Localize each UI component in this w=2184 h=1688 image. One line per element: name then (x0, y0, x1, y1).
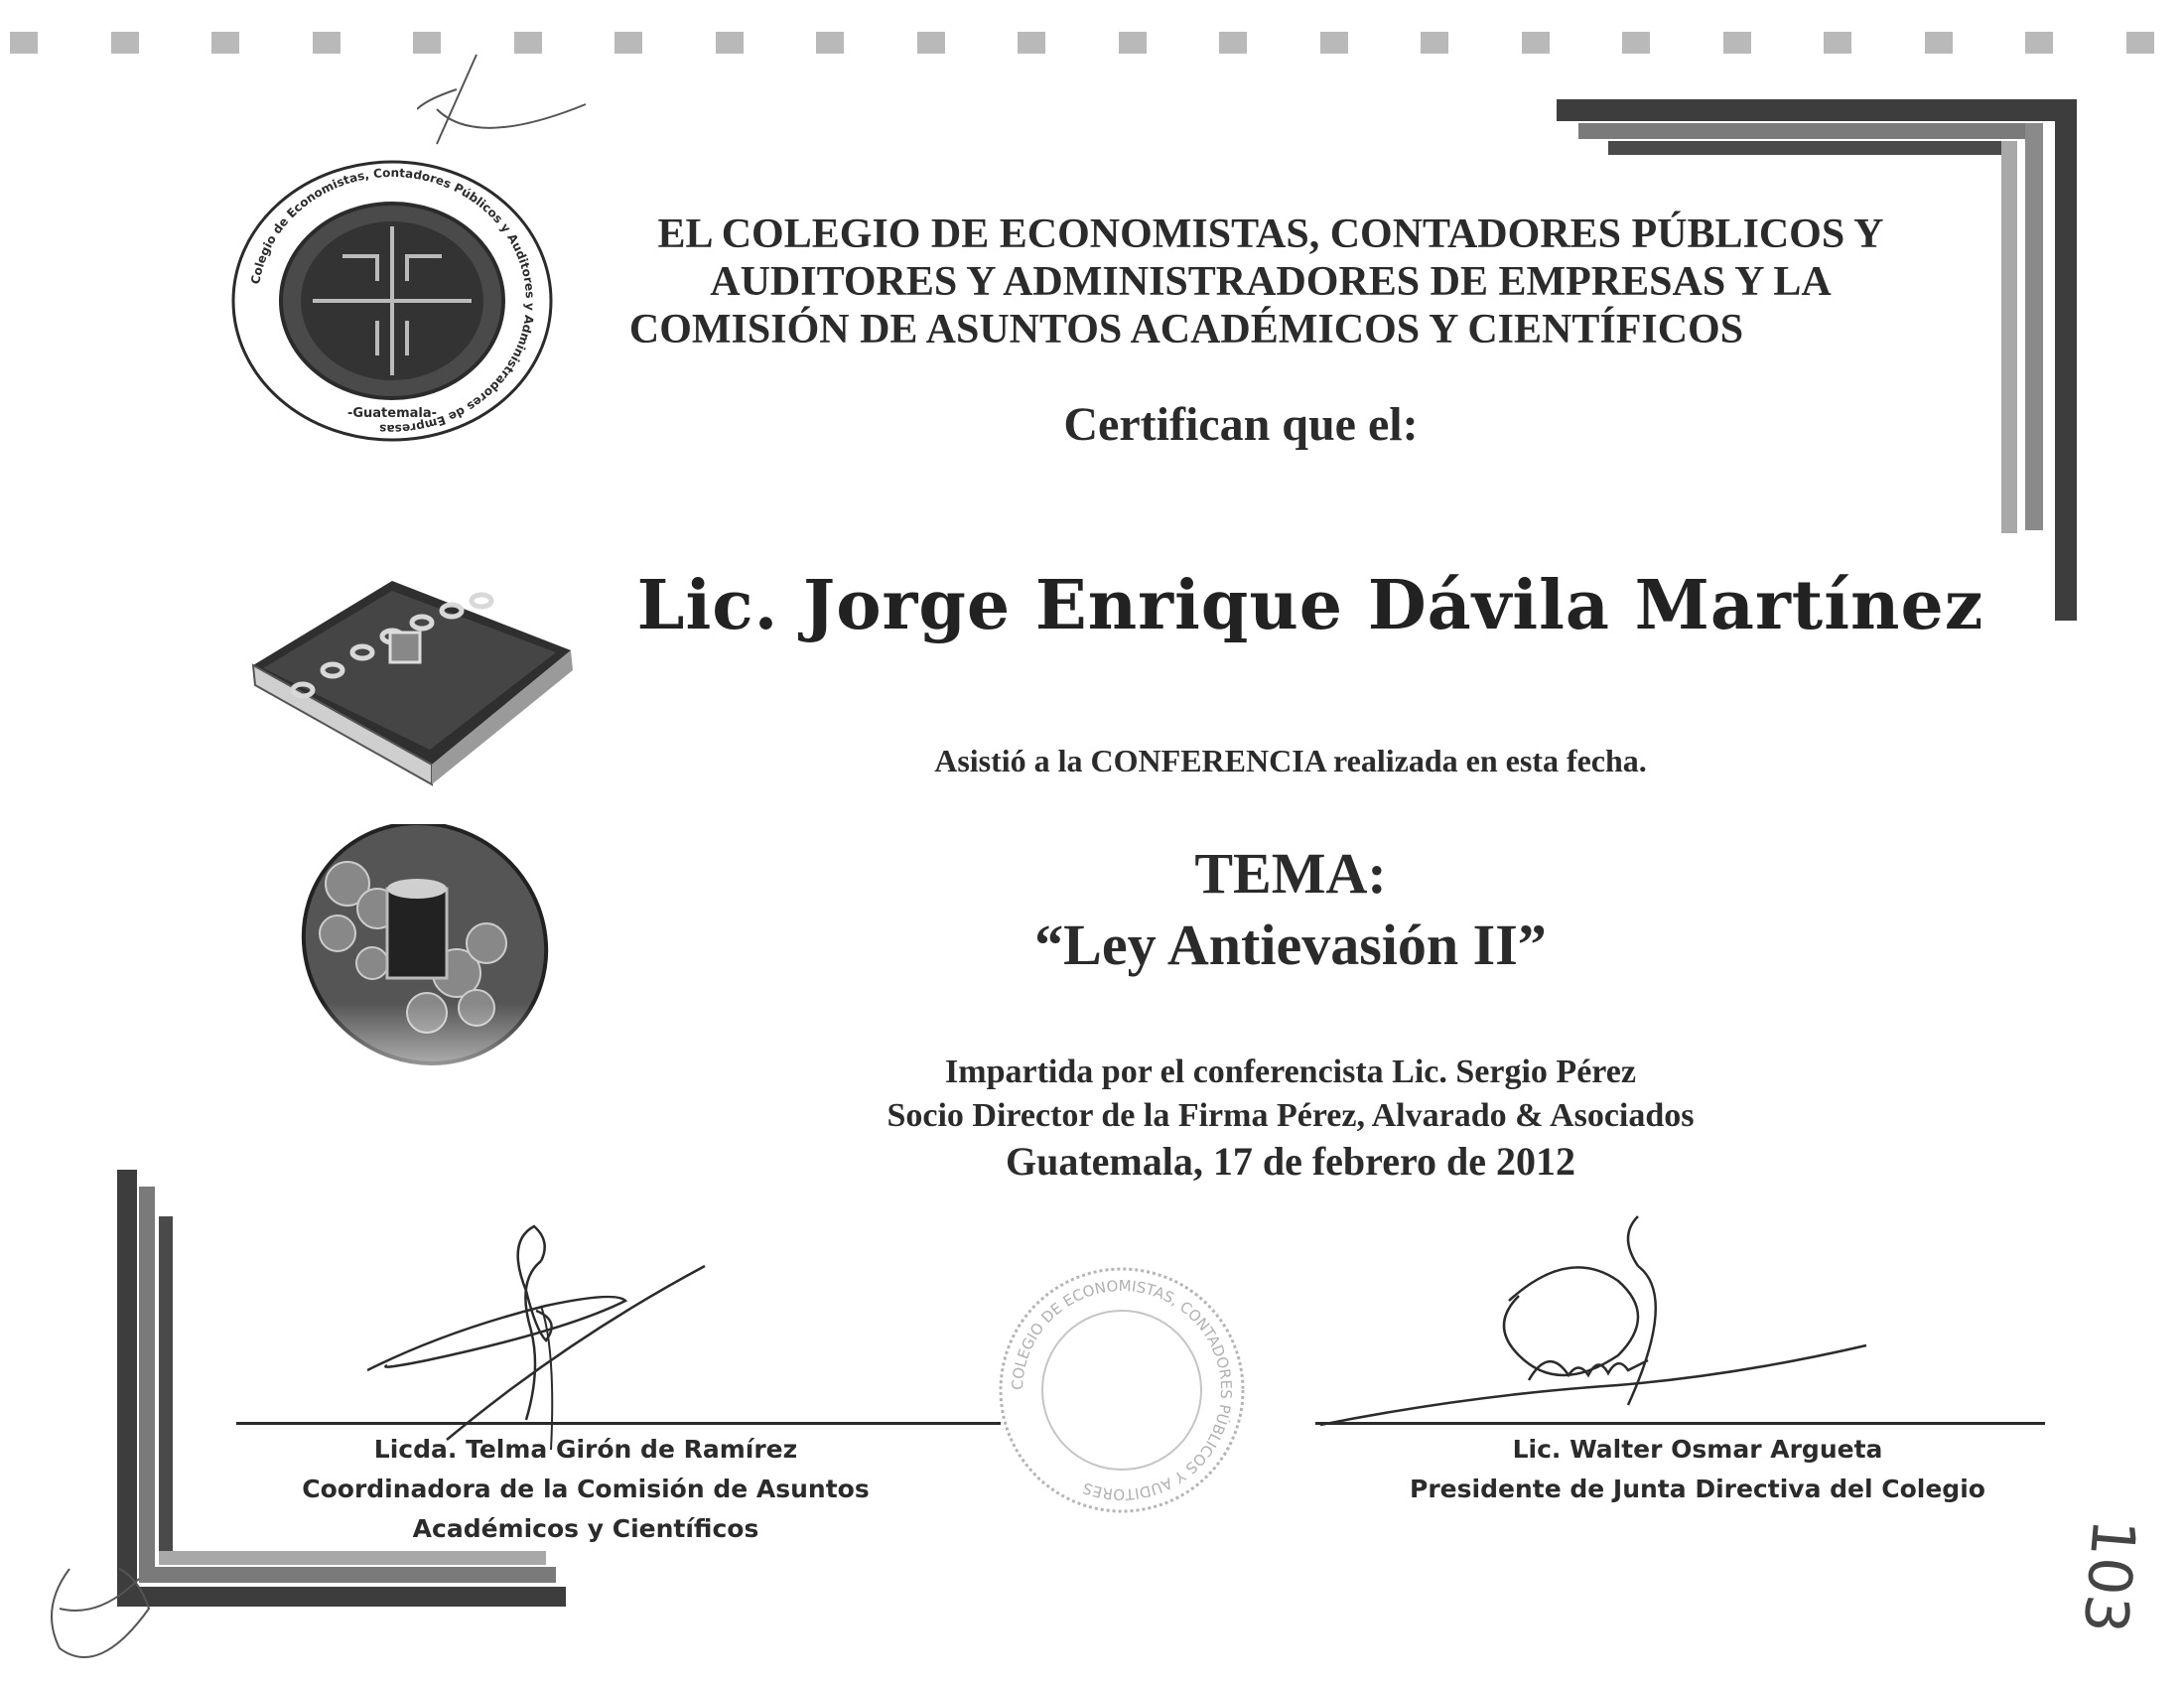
institution-header (556, 211, 1985, 353)
top-right-corner-bar-mid-vertical (2025, 123, 2043, 530)
left-signatory-name: Licda. Telma Girón de Ramírez (373, 1435, 798, 1464)
border-square (1018, 32, 1045, 54)
topic-label: TEMA: (1194, 841, 1387, 906)
speaker-firm-line: Socio Director de la Firma Pérez, Alvarado & Asociados (887, 1097, 1695, 1134)
place-and-date: Guatemala, 17 de febrero de 2012 (1005, 1139, 1575, 1184)
top-right-corner-bar-dark (1557, 99, 2073, 121)
border-square (1824, 32, 1851, 54)
border-square (111, 32, 139, 54)
border-square (1421, 32, 1448, 54)
bottom-left-corner-bar-mid-vertical (139, 1187, 155, 1568)
right-handwritten-signature (1320, 1206, 1876, 1445)
right-signatory-role-1: Presidente de Junta Directiva del Colegio (1410, 1475, 1985, 1503)
recipient-name: Lic. Jorge Enrique Dávila Martínez (636, 566, 1984, 645)
top-right-corner-bar-light-vertical (2001, 141, 2017, 533)
bottom-left-corner-bar-mid (139, 1567, 556, 1583)
header-line-2: AUDITORES Y ADMINISTRADORES DE EMPRESAS Y LA (710, 259, 1832, 305)
bottom-left-corner-bar-light (159, 1551, 546, 1565)
border-square (917, 32, 945, 54)
header-line-1: EL COLEGIO DE ECONOMISTAS, CONTADORES PÚBLICOS Y (657, 211, 1884, 257)
coins-illustration (278, 824, 566, 1122)
speaker-info (695, 1051, 1886, 1138)
bottom-margin-initial-mark (40, 1549, 159, 1678)
top-right-corner-bar-mid (1578, 123, 2043, 139)
border-square (1522, 32, 1550, 54)
left-handwritten-signature (367, 1221, 725, 1460)
attendance-statement: Asistió a la CONFERENCIA realizada en esta fecha. (934, 743, 1647, 778)
left-signatory-role-2: Académicos y Científicos (412, 1514, 759, 1543)
border-square (1219, 32, 1247, 54)
border-square (614, 32, 642, 54)
border-square (1320, 32, 1348, 54)
border-square (816, 32, 844, 54)
border-square (2126, 32, 2154, 54)
certifican-heading: Certifican que el: (1063, 398, 1419, 451)
right-signatory-block (1330, 1430, 2065, 1509)
speaker-line: Impartida por el conferencista Lic. Sergio Pérez (945, 1054, 1636, 1090)
handwritten-folio-number: 103 (2069, 1516, 2149, 1636)
left-signatory-role-1: Coordinadora de la Comisión de Asuntos (302, 1475, 870, 1503)
top-margin-initial-mark (417, 50, 596, 159)
right-signatory-name: Lic. Walter Osmar Argueta (1512, 1435, 1883, 1464)
left-signatory-block (238, 1430, 933, 1549)
border-square (10, 32, 38, 54)
top-right-corner-bar-light (1608, 141, 2005, 155)
bottom-left-corner-bar-dark (117, 1587, 566, 1607)
top-border-squares (10, 32, 2174, 58)
border-square (1119, 32, 1147, 54)
topic-title: “Ley Antievasión II” (1034, 913, 1547, 977)
border-square (716, 32, 744, 54)
border-square (1622, 32, 1650, 54)
bottom-left-corner-bar-dark-vertical (117, 1170, 137, 1607)
border-square (211, 32, 239, 54)
border-square (1925, 32, 1953, 54)
header-line-3: COMISIÓN DE ASUNTOS ACADÉMICOS Y CIENTÍFICOS (628, 307, 1744, 352)
seal-city-text: -Guatemala- (346, 406, 438, 421)
college-seal-logo (228, 157, 556, 445)
border-square (313, 32, 341, 54)
top-right-corner-bar-dark-vertical (2055, 99, 2077, 621)
official-stamp (993, 1261, 1251, 1519)
chained-book-illustration (243, 571, 586, 799)
seal-ring-text: Colegio de Economistas, Contadores Públicos y Auditores y Administradores de Empresas (248, 165, 538, 437)
stamp-ring-text: COLEGIO DE ECONOMISTAS, CONTADORES PÚBLICOS Y AUDITORES (1008, 1276, 1236, 1504)
bottom-left-corner-bar-light-vertical (159, 1216, 173, 1554)
border-square (2025, 32, 2053, 54)
border-square (1723, 32, 1751, 54)
